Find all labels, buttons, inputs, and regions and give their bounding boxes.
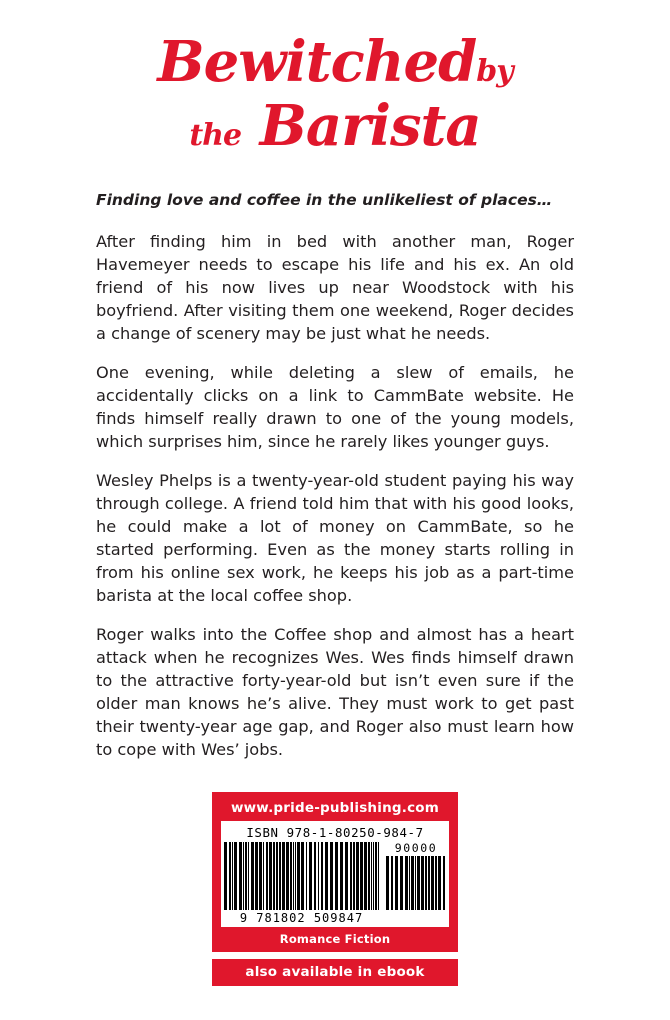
blurb-paragraph: One evening, while deleting a slew of emails, he accidentally clicks on a link to CammBate website. He finds himself really drawn to one of the young models, which surprises him, since he rarely likes younger guys. bbox=[96, 363, 574, 452]
blurb-paragraph: Roger walks into the Coffee shop and almost has a heart attack when he recognizes Wes. Wes finds himself drawn to the attractive forty-year-old but isn’t even sure if the older man knows he’s alive. They must work to get past their twenty-year age gap, and Roger also must learn how to cope with Wes’ jobs. bbox=[96, 625, 574, 760]
isbn-text: ISBN 978-1-80250-984-7 bbox=[246, 825, 424, 840]
title-word-the: the bbox=[189, 118, 242, 153]
ean-digits: 9 781802 509847 bbox=[239, 911, 364, 925]
ean-addon bbox=[386, 842, 447, 910]
cover-tagline: Finding love and coffee in the unlikeliest of places… bbox=[96, 191, 553, 209]
barcode-inner bbox=[221, 821, 449, 927]
blurb-paragraph: After finding him in bed with another man, Roger Havemeyer needs to escape his life and his ex. An old friend of his now lives up near Woodstock with his boyfriend. After visiting them one weekend, Roger decides a change of scenery may be just what he needs. bbox=[96, 232, 574, 344]
title-word-barista: Barista bbox=[259, 93, 481, 159]
title-word-bewitched: Bewitched bbox=[157, 29, 477, 95]
genre-label: Romance Fiction bbox=[279, 932, 391, 946]
title-word-by: by bbox=[476, 54, 513, 89]
addon-digits: 90000 bbox=[394, 841, 438, 855]
cover-title bbox=[96, 0, 574, 159]
ean-barcode bbox=[224, 842, 380, 925]
barcode-panel bbox=[212, 792, 458, 952]
barcode-area bbox=[0, 792, 670, 986]
title-line-two bbox=[96, 93, 574, 159]
blurb-text bbox=[96, 230, 574, 761]
ean-row bbox=[221, 842, 449, 925]
ean-bars bbox=[224, 842, 380, 910]
ebook-banner: also available in ebook bbox=[212, 959, 458, 986]
title-line-one bbox=[96, 29, 574, 95]
blurb-paragraph: Wesley Phelps is a twenty-year-old student paying his way through college. A friend told him that with his good looks, he could make a lot of money on CammBate, so he started performing. Even as the money starts rolling in from his online sex work, he keeps his job as a part-time barista at the local coffee shop. bbox=[96, 471, 574, 606]
publisher-url: www.pride-publishing.com bbox=[230, 800, 440, 816]
addon-bars bbox=[386, 856, 447, 910]
